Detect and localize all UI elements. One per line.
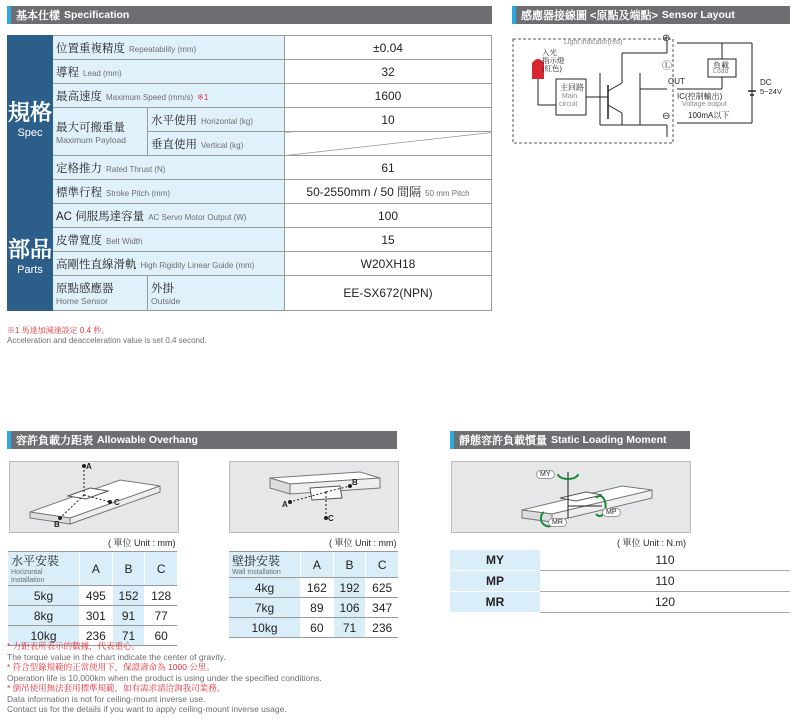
dc-label: DC: [760, 78, 772, 87]
row-sensor-value: EE-SX672(NPN): [285, 276, 492, 311]
row-sensor-type: 外掛 Outside: [148, 276, 285, 311]
row-stroke-label: 標準行程 Stroke Pitch (mm): [53, 180, 285, 204]
mp-badge: MP: [602, 508, 621, 517]
table-row: MP 110: [450, 571, 790, 592]
row-payload-horizontal-label: 水平使用 Horizontal (kg): [148, 108, 285, 132]
light-indicator-label: Light indicator(red): [564, 39, 623, 46]
terminal-l-icon: Ⓛ: [662, 61, 672, 72]
moment-header: 靜態容許負載慣量 Static Loading Moment: [450, 431, 690, 449]
spec-group-label: 規格 Spec: [8, 36, 53, 204]
moment-table: [450, 550, 790, 613]
row-belt-value: 15: [285, 228, 492, 252]
terminal-plus-icon: ⊕: [662, 33, 671, 44]
row-motor-label: AC 伺服馬達容量 AC Servo Motor Output (W): [53, 204, 285, 228]
row-speed-label: 最高速度 Maximum Speed (mm/s) ※1: [53, 84, 285, 108]
row-lead-label: 導程 Lead (mm): [53, 60, 285, 84]
row-thrust-value: 61: [285, 156, 492, 180]
table-row: MY 110: [450, 550, 790, 571]
row-belt-label: 皮帶寬度 Belt Width: [53, 228, 285, 252]
my-badge: MY: [536, 470, 555, 479]
sensor-layout-header: 感應器接線圖 <原點及端點> Sensor Layout: [512, 6, 790, 24]
table-row: 4kg 162 192 625: [229, 578, 398, 598]
row-lead-value: 32: [285, 60, 492, 84]
current-label: 100mA以下: [688, 111, 730, 120]
dc-range-label: 5~24V: [760, 87, 782, 96]
row-sensor-label: 原點感應器 Home Sensor: [53, 276, 148, 311]
wall-overhang-table: 壁掛安裝 Wall Installation A B C 4kg 162 192 625 7kg 89 106 347 10kg 60 71 236: [229, 551, 398, 638]
overhang-header: 容許負載力距表 Allowable Overhang: [7, 431, 397, 449]
row-payload-vertical-value: [285, 132, 492, 156]
mr-badge: MR: [548, 518, 567, 527]
row-speed-value: 1600: [285, 84, 492, 108]
row-guide-label: 高剛性直線滑軌 High Rigidity Linear Guide (mm): [53, 252, 285, 276]
spec-table: [7, 35, 492, 311]
bottom-notes: * 力距表所表示的數據，代表重心。 The torque value in the chart indicate the center of gravity. * 符合型錄規範的正常使用下，保證壽命為 1000 公里。 Operation life is 10,000km when the product is using under the specified conditions. * 倒吊使用無法套用標準規範，如有需求請洽詢我司業務。 Data information is not for ceiling-mount inverse use. Contact us for the details if you want to apply ceiling-mount inverse usage.: [7, 641, 322, 714]
horizontal-install-diagram: A C B: [9, 461, 179, 533]
moment-unit: ( 單位 Unit : N.m): [617, 538, 686, 548]
moment-diagram: [451, 461, 691, 533]
row-guide-value: W20XH18: [285, 252, 492, 276]
indicator-red-label: (紅色): [542, 64, 562, 73]
table-row: 8kg 301 91 77: [8, 606, 177, 626]
table-row: 7kg 89 106 347: [229, 598, 398, 618]
terminal-minus-icon: ⊖: [662, 111, 671, 122]
table-row: MR 120: [450, 592, 790, 613]
out-label: OUT: [668, 77, 685, 86]
row-motor-value: 100: [285, 204, 492, 228]
row-payload-label: 最大可搬重量 Maximum Payload: [53, 108, 148, 156]
overhang-unit-left: ( 單位 Unit : mm): [108, 538, 176, 548]
main-circuit-en1: Main: [562, 93, 578, 100]
parts-group-label: 部品 Parts: [8, 204, 53, 311]
input-light-label: 入光: [542, 48, 557, 57]
row-repeatability-value: ±0.04: [285, 36, 492, 60]
table-row: 5kg 495 152 128: [8, 586, 177, 606]
spec-header: 基本仕樣 Specification: [7, 6, 492, 24]
row-payload-vertical-label: 垂直使用 Vertical (kg): [148, 132, 285, 156]
row-stroke-value: 50-2550mm / 50 間隔 50 mm Pitch: [285, 180, 492, 204]
main-circuit-zh: 主回路: [560, 83, 584, 92]
row-payload-horizontal-value: 10: [285, 108, 492, 132]
main-circuit-en2: circuit: [559, 101, 578, 108]
indicator-label: 指示燈: [542, 56, 565, 65]
wall-install-diagram: A C B: [229, 461, 399, 533]
spec-footnote: ※1 馬達加減速設定 0.4 秒。 Acceleration and deacceleration value is set 0.4 second.: [7, 326, 207, 345]
overhang-unit-right: ( 單位 Unit : mm): [329, 538, 397, 548]
load-zh: 負載: [713, 61, 729, 70]
horizontal-overhang-table: 水平安裝 Horizontal Installation A B C 5kg 495 152 128 8kg 301 91 77 10kg 236 71 60: [8, 551, 177, 646]
table-row: 10kg 60 71 236: [229, 618, 398, 638]
sensor-wiring-diagram: [512, 33, 790, 145]
row-repeatability-label: 位置重複精度 Repeatability (mm): [53, 36, 285, 60]
table-row: 10kg 236 71 60: [8, 626, 177, 646]
ic-label: IC(控制輸出): [677, 92, 723, 101]
row-thrust-label: 定格推力 Rated Thrust (N): [53, 156, 285, 180]
load-en: Load: [713, 68, 729, 75]
voltage-label: Voltage output: [682, 101, 727, 108]
